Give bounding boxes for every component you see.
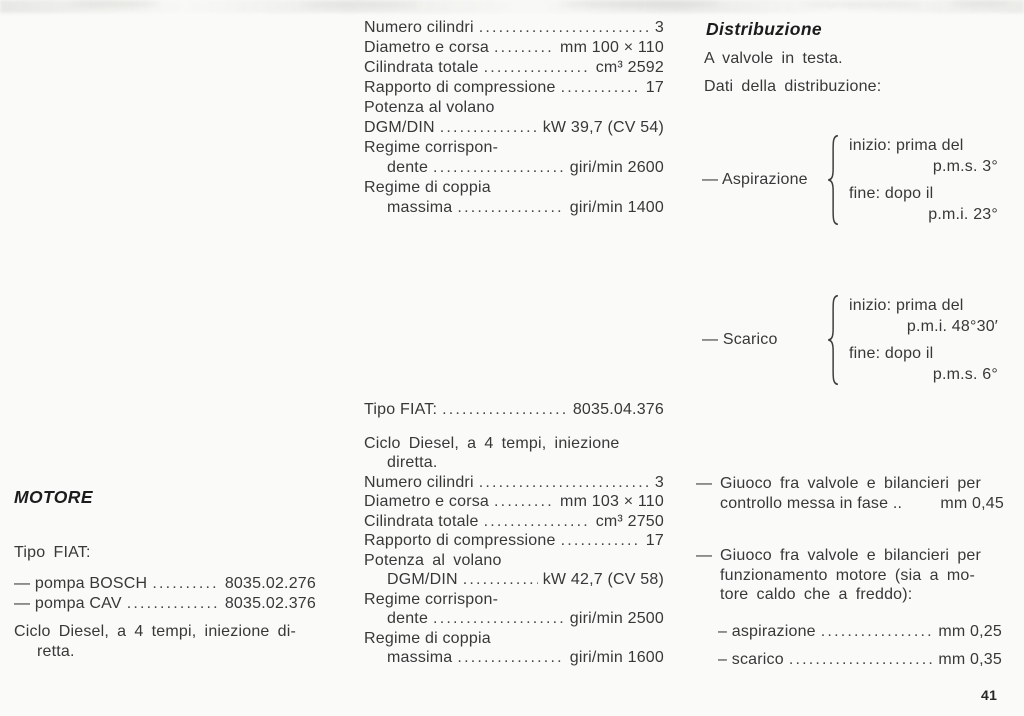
- leader-dots: [440, 118, 538, 138]
- text-line-valvole: A valvole in testa.: [704, 50, 843, 67]
- dash-marker: —: [696, 547, 712, 564]
- spec-label: Cilindrata totale: [364, 59, 479, 76]
- spec-value: giri/min 2600: [569, 159, 664, 176]
- line-gap: [14, 563, 316, 574]
- scan-artifact: [70, 1, 160, 7]
- scarico-label: — Scarico: [702, 331, 778, 348]
- leader-dots: [494, 492, 555, 512]
- middle-column-engine-specs-top: [364, 18, 664, 218]
- spec-value: 8035.02.376: [224, 595, 316, 612]
- leader-dots: [789, 650, 934, 670]
- spec-label: DGM/DIN: [364, 119, 435, 136]
- text-line: Ciclo Diesel, a 4 tempi, iniezione di-: [14, 623, 297, 640]
- spec-value: cm³ 2750: [595, 512, 664, 530]
- spec-line: [364, 609, 664, 629]
- leader-dots: [479, 18, 650, 38]
- spec-label: – scarico: [718, 651, 784, 668]
- leader-dots: [457, 198, 564, 218]
- spec-label: Rapporto di compressione: [364, 532, 556, 549]
- aspirazione-timing-group: [702, 134, 1006, 226]
- text-line: diretta.: [387, 454, 438, 471]
- text-line: Potenza al volano: [364, 99, 495, 116]
- spec-line: [364, 400, 664, 420]
- spec-label: — pompa BOSCH: [14, 575, 148, 592]
- leader-dots: [457, 648, 564, 668]
- brace-icon: [826, 294, 841, 386]
- spec-label: — pompa CAV: [14, 595, 122, 612]
- spec-label: Diametro e corsa: [364, 493, 490, 510]
- text-line: Giuoco fra valvole e bilancieri per: [720, 547, 982, 564]
- leader-dots: [433, 609, 565, 629]
- spec-label: DGM/DIN: [387, 571, 458, 588]
- leader-dots: [561, 78, 641, 98]
- scan-artifact: [560, 1, 720, 7]
- spec-value: 3: [654, 19, 664, 36]
- right-column-distribuzione: [696, 0, 1006, 716]
- spec-line: [364, 648, 664, 668]
- giuoco-messa-in-fase-item: [696, 474, 1004, 513]
- text-line: Ciclo Diesel, a 4 tempi, iniezione: [364, 434, 620, 452]
- spec-label: Cilindrata totale: [364, 512, 479, 530]
- timing-text: inizio: prima del: [849, 137, 964, 154]
- timing-entry: [849, 135, 1006, 177]
- scarico-timing-group: [702, 294, 1006, 386]
- subspec-aspirazione: [718, 622, 1002, 642]
- text-line-dati-distribuzione: Dati della distribuzione:: [704, 78, 882, 95]
- spec-label: Tipo FIAT:: [364, 401, 438, 418]
- leader-dots: [484, 512, 591, 532]
- timing-value: p.m.s. 6°: [932, 366, 998, 383]
- spec-label: massima: [387, 649, 453, 666]
- timing-value: p.m.i. 48°30′: [906, 318, 998, 335]
- spec-line: [14, 594, 316, 614]
- leader-dots: [127, 594, 220, 614]
- leader-dots: [152, 574, 220, 594]
- line-gap: [364, 420, 664, 434]
- section-heading: MOTORE: [14, 487, 93, 507]
- spec-value: kW 42,7 (CV 58): [542, 571, 664, 588]
- page-number: 41: [981, 687, 998, 703]
- text-line: Giuoco fra valvole e bilancieri per: [720, 475, 982, 492]
- spec-label: dente: [387, 159, 429, 176]
- spec-line: [364, 512, 664, 532]
- timing-text: inizio: prima del: [849, 297, 964, 314]
- giuoco-messa-in-fase-body: [720, 474, 1004, 513]
- spec-value: 8035.02.276: [224, 575, 316, 592]
- spec-value: mm 0,35: [938, 651, 1002, 668]
- line-gap: [14, 509, 316, 543]
- spec-value: kW 39,7 (CV 54): [542, 119, 664, 136]
- aspirazione-values: [841, 135, 1006, 225]
- text-line: Regime corrispon-: [364, 590, 499, 608]
- middle-column-engine-specs-bottom: [364, 400, 664, 668]
- spec-line: [364, 492, 664, 512]
- spec-label: Numero cilindri: [364, 19, 474, 36]
- spec-line: [364, 570, 664, 590]
- spec-value: 17: [645, 79, 664, 96]
- text-line: Regime corrispon-: [364, 139, 499, 156]
- spec-label: massima: [387, 199, 453, 216]
- spec-line: [364, 473, 664, 493]
- leader-dots: [433, 158, 565, 178]
- spec-line: [14, 574, 316, 594]
- leader-dots: [442, 400, 568, 420]
- aspirazione-label: — Aspirazione: [702, 171, 808, 188]
- scan-artifact: [300, 2, 420, 7]
- text-line: retta.: [37, 643, 75, 660]
- brace-icon: [826, 134, 841, 226]
- leader-dots: [821, 622, 934, 642]
- leader-dots: [494, 38, 555, 58]
- spec-label: dente: [387, 610, 429, 627]
- spec-line: [364, 78, 664, 98]
- timing-text: fine: dopo il: [849, 185, 934, 202]
- dash-marker: —: [696, 475, 712, 492]
- spec-line: [720, 494, 1004, 514]
- line-gap: [14, 614, 316, 622]
- giuoco-funzionamento-body: [720, 546, 1004, 605]
- text-line: funzionamento motore (sia a mo-: [720, 566, 975, 584]
- timing-value: p.m.s. 3°: [932, 158, 998, 175]
- text-line: Regime di coppia: [364, 629, 491, 647]
- spec-value: 8035.04.376: [572, 401, 664, 418]
- spec-line: [364, 38, 664, 58]
- spec-value: cm³ 2592: [595, 59, 664, 76]
- left-column-motore: [14, 485, 316, 662]
- leader-dots: [561, 531, 641, 551]
- leader-dots: [479, 473, 650, 493]
- spec-value: giri/min 1400: [569, 199, 664, 216]
- spec-line: [364, 118, 664, 138]
- spec-value: giri/min 1600: [569, 649, 664, 666]
- spec-line: [364, 531, 664, 551]
- leader-dots: [484, 58, 591, 78]
- spec-line: [364, 58, 664, 78]
- spec-value: 17: [645, 532, 664, 549]
- timing-value: p.m.i. 23°: [928, 206, 998, 223]
- text-line: Potenza al volano: [364, 551, 502, 569]
- spec-value: mm 100 × 110: [560, 39, 664, 56]
- timing-entry: [849, 343, 1006, 385]
- timing-entry: [849, 183, 1006, 225]
- spec-value: mm 0,25: [938, 623, 1002, 640]
- subspec-scarico: [718, 650, 1002, 670]
- spec-value: mm 103 × 110: [560, 493, 664, 510]
- spec-line: [364, 198, 664, 218]
- text-line: tore caldo che a freddo):: [720, 586, 913, 603]
- leader-dots: [463, 570, 538, 590]
- section-heading-distribuzione: Distribuzione: [706, 19, 823, 39]
- spec-value: giri/min 2500: [569, 610, 664, 627]
- timing-entry: [849, 295, 1006, 337]
- spec-label: controllo messa in fase ..: [720, 494, 903, 512]
- spec-value: 3: [654, 473, 664, 491]
- giuoco-funzionamento-item: [696, 546, 1004, 605]
- spec-label: – aspirazione: [718, 623, 816, 640]
- spec-label: Rapporto di compressione: [364, 79, 556, 96]
- spec-value: mm 0,45: [940, 494, 1004, 512]
- timing-text: fine: dopo il: [849, 345, 934, 362]
- spec-label: Numero cilindri: [364, 473, 474, 491]
- text-line: Regime di coppia: [364, 179, 491, 196]
- text-line: Tipo FIAT:: [14, 544, 91, 561]
- scarico-values: [841, 295, 1006, 385]
- spec-label: Diametro e corsa: [364, 39, 490, 56]
- spec-line: [364, 158, 664, 178]
- spec-line: [364, 18, 664, 38]
